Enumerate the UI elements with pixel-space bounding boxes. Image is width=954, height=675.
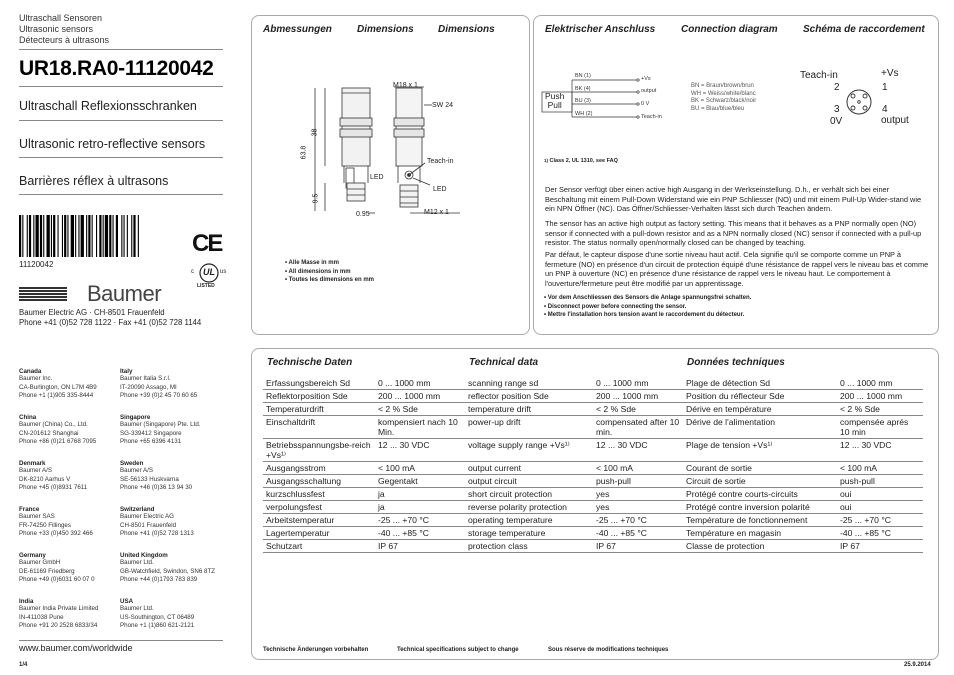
description-fr: Par défaut, le capteur dispose d'une sortie niveau haut actif. Cela signifie qu'il se comporte comme un PNP à fermeture (NO) en présence d'un circuit de protection équipé d'une résistance de rappel vers le niveau bas et comme un PNP à ouverture (NC) en présence d'une résistance de rappel vers le niveau haut. Le comportement à l'ouverture/fermeture peut être modifié par un apprentissage. (545, 250, 929, 288)
logo-text: Baumer (87, 281, 162, 306)
tech-title-de: Technische Daten (267, 357, 353, 368)
table-cell: IP 67 (375, 540, 465, 553)
office-entry (120, 414, 200, 447)
legend-bu: BU = Blau/blue/bleu (691, 105, 745, 112)
pin-0v: 0V (830, 116, 843, 127)
office-line: Baumer India Private Limited (19, 605, 99, 612)
table-cell: Lagertemperatur (263, 527, 375, 540)
company-line-1: Baumer Electric AG · CH-8501 Frauenfeld (19, 308, 165, 317)
table-cell: oui (837, 488, 923, 501)
office-entry (120, 506, 194, 539)
tech-footer-fr: Sous réserve de modifications techniques (548, 647, 669, 653)
table-cell: yes (593, 501, 683, 514)
table-cell: Reflektorposition Sde (263, 390, 375, 403)
table-cell: < 2 % Sde (593, 403, 683, 416)
dimensions-title-de: Abmessungen (263, 24, 332, 35)
dim-note-de: • Alle Masse in mm (285, 260, 339, 266)
table-row (263, 488, 923, 501)
office-entry (19, 598, 98, 631)
pin-output: output (881, 115, 909, 126)
ul-c: c (191, 269, 194, 275)
office-country: USA (120, 598, 134, 605)
office-line: Phone +46 (0)36 13 94 30 (120, 484, 193, 491)
table-cell: 12 ... 30 VDC (837, 439, 923, 462)
office-line: Baumer (Singapore) Pte. Ltd. (120, 421, 201, 428)
table-cell: reflector position Sde (465, 390, 593, 403)
barcode-bar (99, 215, 101, 257)
tech-title-en: Technical data (469, 357, 539, 368)
table-cell: verpolungsfest (263, 501, 375, 514)
barcode-bar (81, 215, 84, 257)
table-row (263, 527, 923, 540)
table-cell: < 100 mA (837, 462, 923, 475)
dimensions-title-fr: Dimensions (438, 24, 495, 35)
table-row (263, 514, 923, 527)
table-cell: scanning range sd (465, 377, 593, 390)
pin-4: 4 (882, 104, 888, 115)
table-cell: 0 ... 1000 mm (375, 377, 465, 390)
office-country: Denmark (19, 460, 46, 467)
ul-listed: LISTED (197, 283, 215, 289)
article-number: 11120042 (19, 260, 54, 269)
office-line: Phone +91 20 2528 6833/34 (19, 622, 98, 629)
out-teach: Teach-in (641, 114, 662, 120)
office-country: Canada (19, 368, 42, 375)
warning-fr: • Mettre l'installation hors tension avant le raccordement du détecteur. (544, 312, 745, 318)
barcode-bar (105, 215, 108, 257)
type-line-fr: Détecteurs à ultrasons (19, 35, 110, 45)
table-row (263, 462, 923, 475)
office-line: Baumer GmbH (19, 559, 61, 566)
dim-9-5: 9.5 (312, 193, 320, 204)
office-country: Italy (120, 368, 133, 375)
table-cell: power-up drift (465, 416, 593, 439)
dim-m18: M18 x 1 (393, 82, 418, 89)
office-entry (19, 506, 93, 539)
office-line: Phone +86 (0)21 6768 7095 (19, 438, 97, 445)
office-country: India (19, 598, 34, 605)
table-cell: -25 ... +70 °C (375, 514, 465, 527)
barcode-bar (19, 215, 21, 257)
table-cell: Courant de sortie (683, 462, 837, 475)
tech-data-table (263, 377, 923, 553)
barcode-bar (43, 215, 44, 257)
table-cell: Protégé contre inversion polarité (683, 501, 837, 514)
office-country: Sweden (120, 460, 144, 467)
office-line: Baumer (China) Co., Ltd. (19, 421, 88, 428)
dim-note-fr: • Toutes les dimensions en mm (285, 277, 375, 283)
safety-warnings (544, 294, 751, 320)
table-cell: ja (375, 488, 465, 501)
wire-bk: BK (4) (575, 86, 591, 92)
barcode-bar (29, 215, 31, 257)
label-led-1: LED (370, 174, 384, 181)
dim-38: 38 (311, 128, 319, 137)
table-cell: yes (593, 488, 683, 501)
table-cell: 12 ... 30 VDC (593, 439, 683, 462)
out-0v: 0 V (641, 101, 650, 107)
barcode-bar (127, 215, 128, 257)
office-line: IN-411038 Pune (19, 613, 64, 621)
office-line: Baumer Ltd. (120, 605, 154, 612)
office-line: Phone +33 (0)450 392 466 (19, 530, 93, 537)
legend-bk: BK = Schwarz/black/noir (691, 98, 757, 104)
page-number: 1/4 (19, 662, 28, 668)
table-row (263, 390, 923, 403)
ul-us: us (220, 269, 227, 275)
office-line: Baumer Italia S.r.l. (120, 375, 171, 382)
office-line: GB-Watchfield, Swindon, SN6 8TZ (120, 567, 216, 575)
table-cell: protection class (465, 540, 593, 553)
document-date: 25.9.2014 (904, 662, 931, 668)
legend-bn: BN = Braun/brown/brun (691, 83, 754, 89)
table-cell: output current (465, 462, 593, 475)
tech-footer-de: Technische Änderungen vorbehalten (263, 647, 369, 653)
office-country: Singapore (120, 414, 151, 421)
table-cell: 0 ... 1000 mm (593, 377, 683, 390)
barcode-bar (58, 215, 59, 257)
table-cell: Position du réflecteur Sde (683, 390, 837, 403)
pin-3: 3 (834, 104, 840, 115)
table-cell: IP 67 (837, 540, 923, 553)
office-entry (19, 552, 95, 585)
office-line: Baumer Ltd. (120, 559, 154, 566)
connection-title-en: Connection diagram (681, 24, 778, 35)
barcode-bar (116, 215, 118, 257)
barcode-bar (86, 215, 87, 257)
table-cell: ja (375, 501, 465, 514)
office-line: Baumer Electric AG (120, 513, 174, 520)
office-country: United Kingdom (120, 552, 168, 559)
table-row (263, 416, 923, 439)
table-cell: < 100 mA (593, 462, 683, 475)
barcode-bar (109, 215, 111, 257)
table-cell: push-pull (837, 475, 923, 488)
pull-label: Pull (547, 100, 562, 110)
table-cell: -40 ... +85 °C (593, 527, 683, 540)
barcode-bar (78, 215, 79, 257)
table-cell: output circuit (465, 475, 593, 488)
label-led-2: LED (433, 186, 447, 193)
barcode-bar (75, 215, 76, 257)
table-cell: Erfassungsbereich Sd (263, 377, 375, 390)
barcode-bar (138, 215, 139, 257)
office-line: SE-56133 Huskvarna (120, 475, 179, 483)
legend-wh: WH = Weiss/white/blanc (691, 90, 756, 97)
dim-0-95: 0.95 (356, 211, 370, 218)
barcode-bar (88, 215, 90, 257)
office-line: DE-61169 Friedberg (19, 567, 75, 575)
dim-m12: M12 x 1 (424, 209, 449, 216)
subtitle-fr: Barrières réflex à ultrasons (19, 174, 169, 188)
table-cell: Ausgangsstrom (263, 462, 375, 475)
connection-title-de: Elektrischer Anschluss (545, 24, 656, 35)
office-country: France (19, 506, 40, 513)
barcode-bar (36, 215, 39, 257)
table-row (263, 475, 923, 488)
barcode-bar (71, 215, 74, 257)
table-cell: Température de fonctionnement (683, 514, 837, 527)
company-address (19, 308, 201, 328)
table-cell: Plage de tension +Vs¹⁾ (683, 439, 837, 462)
office-line: Phone +1 (1)905 335-8444 (19, 392, 94, 399)
pin-2: 2 (834, 82, 840, 93)
table-cell: Température en magasin (683, 527, 837, 540)
barcode-image (19, 215, 177, 257)
office-line: Baumer SAS (19, 513, 55, 520)
table-cell: 200 ... 1000 mm (375, 390, 465, 403)
table-cell: IP 67 (593, 540, 683, 553)
table-cell: Plage de détection Sd (683, 377, 837, 390)
model-number: UR18.RA0-11120042 (19, 57, 214, 80)
table-cell: 12 ... 30 VDC (375, 439, 465, 462)
barcode-bar (103, 215, 104, 257)
ce-mark-icon: CE (192, 230, 222, 257)
office-line: IT-20090 Assago, MI (120, 383, 177, 391)
office-line: Baumer A/S (120, 467, 154, 474)
table-cell: short circuit protection (465, 488, 593, 501)
table-cell: voltage supply range +Vs¹⁾ (465, 439, 593, 462)
office-country: Germany (19, 552, 46, 559)
barcode-bar (40, 215, 42, 257)
out-vs: +Vs (641, 76, 651, 82)
dim-note-en: • All dimensions in mm (285, 268, 351, 275)
table-cell: Einschaltdrift (263, 416, 375, 439)
table-cell: reverse polarity protection (465, 501, 593, 514)
table-row (263, 540, 923, 553)
barcode-bar (113, 215, 114, 257)
type-line-en: Ultrasonic sensors (19, 24, 94, 34)
barcode-bar (27, 215, 28, 257)
pin-vs: +Vs (881, 68, 899, 79)
table-cell: < 2 % Sde (837, 403, 923, 416)
table-cell: -40 ... +85 °C (375, 527, 465, 540)
tech-title-fr: Données techniques (687, 357, 785, 368)
office-line: Baumer Inc. (19, 375, 53, 382)
warning-en: • Disconnect power before connecting the sensor. (544, 303, 687, 310)
office-entry (120, 460, 192, 493)
table-cell: oui (837, 501, 923, 514)
office-line: Phone +65 6396 4131 (120, 438, 182, 445)
ul-text: UL (203, 267, 215, 277)
office-line: FR-74250 Fillinges (19, 521, 71, 529)
table-cell: -40 ... +85 °C (837, 527, 923, 540)
office-line: Baumer A/S (19, 467, 53, 474)
type-line-de: Ultraschall Sensoren (19, 13, 103, 23)
table-cell: storage temperature (465, 527, 593, 540)
office-line: Phone +49 (0)6031 60 07 0 (19, 576, 95, 583)
subtitle-de: Ultraschall Reflexionsschranken (19, 99, 197, 113)
footnote (544, 158, 618, 164)
wire-bn: BN (1) (575, 73, 591, 79)
table-cell: operating temperature (465, 514, 593, 527)
table-row (263, 501, 923, 514)
dim-sw24: SW 24 (432, 102, 454, 109)
table-cell: Arbeitstemperatur (263, 514, 375, 527)
office-entry (19, 460, 87, 493)
barcode-bar (67, 215, 68, 257)
table-cell: Circuit de sortie (683, 475, 837, 488)
out-output: output (641, 88, 657, 94)
office-line: CH-8501 Frauenfeld (120, 521, 177, 529)
wire-wh: WH (2) (575, 111, 593, 117)
baumer-logo (19, 281, 219, 306)
description-en: The sensor has an active high output as factory setting. This means that it behaves as a PNP normally open (NO) sensor if connected with a pull-down resistor and as a NPN normally closed (NC) sensor if connected with a pull-up resistor. The status normally open/normally closed can be changed by teaching. (545, 219, 922, 248)
table-cell: -25 ... +70 °C (593, 514, 683, 527)
barcode-bar (62, 215, 63, 257)
office-line: Phone +45 (0)8931 7611 (19, 484, 88, 491)
table-cell: push-pull (593, 475, 683, 488)
footnote-text: Class 2, UL 1310, see FAQ (549, 158, 618, 164)
wire-bu: BU (3) (575, 98, 591, 104)
warning-de: • Vor dem Anschliessen des Sensors die Anlage spannungsfrei schalten. (544, 295, 752, 301)
pin-teach-in: Teach-in (800, 70, 838, 81)
barcode-bar (124, 215, 125, 257)
subtitle-en: Ultrasonic retro-reflective sensors (19, 137, 206, 151)
barcode-bar (33, 215, 34, 257)
office-entry (19, 414, 96, 447)
office-line: Phone +39 (0)2 45 70 60 65 (120, 392, 198, 399)
office-entry (120, 552, 215, 585)
table-cell: kurzschlussfest (263, 488, 375, 501)
table-row (263, 403, 923, 416)
table-cell: Betriebsspannungsbe-reich +Vs¹⁾ (263, 439, 375, 462)
table-cell: < 2 % Sde (375, 403, 465, 416)
table-cell: 200 ... 1000 mm (593, 390, 683, 403)
barcode-bar (121, 215, 122, 257)
office-entry (120, 368, 197, 401)
office-line: DK-8210 Aarhus V (19, 475, 71, 483)
table-cell: Temperaturdrift (263, 403, 375, 416)
wire-color-legend (691, 83, 756, 113)
connection-title-fr: Schéma de raccordement (803, 24, 925, 35)
table-cell: Schutzart (263, 540, 375, 553)
dimension-notes (285, 259, 374, 285)
office-country: Switzerland (120, 506, 155, 513)
office-line: Phone +1 (1)860 621-2121 (120, 622, 195, 629)
table-cell: < 100 mA (375, 462, 465, 475)
push-pull-label (545, 92, 564, 110)
barcode-bar (131, 215, 132, 257)
barcode-bar (96, 215, 97, 257)
office-line: CA-Burlington, ON L7M 4B9 (19, 383, 97, 391)
description-de: Der Sensor verfügt über einen active high Ausgang in der Werkseinstellung. D.h., er verhält sich bei einer Beschaltung mit einem Pull-Down Widerstand wie ein PNP Schliesser (NO) und mit einem Pull-Up Wider-stand wie ein NPN Öffner (NC). Das Öffner/Schliesser-Verhalten lässt sich durch Teachen ändern. (545, 185, 922, 214)
company-line-2: Phone +41 (0)52 728 1122 · Fax +41 (0)52 728 1144 (19, 318, 202, 327)
table-cell: Ausgangsschaltung (263, 475, 375, 488)
table-cell: Dérive en température (683, 403, 837, 416)
office-line: US-Southington, CT 06489 (120, 613, 195, 621)
office-line: Phone +41 (0)52 728 1313 (120, 530, 194, 537)
table-cell: Protégé contre courts-circuits (683, 488, 837, 501)
barcode-bar (64, 215, 66, 257)
barcode-bar (47, 215, 50, 257)
barcode-bar (133, 215, 135, 257)
table-cell: compensated after 10 min. (593, 416, 683, 439)
office-entry (120, 598, 194, 631)
table-cell: 200 ... 1000 mm (837, 390, 923, 403)
office-entry (19, 368, 97, 401)
barcode-bar (51, 215, 52, 257)
table-cell: kompensiert nach 10 Min. (375, 416, 465, 439)
table-cell: -25 ... +70 °C (837, 514, 923, 527)
table-cell: Gegentakt (375, 475, 465, 488)
pin-1: 1 (882, 82, 888, 93)
table-cell: Classe de protection (683, 540, 837, 553)
label-teach-in: Teach-in (427, 158, 454, 165)
office-line: Phone +44 (0)1793 783 839 (120, 576, 198, 583)
footnote-mark: 1) (544, 158, 549, 163)
dim-63-8: 63.8 (300, 145, 308, 160)
table-cell: compensée aprés 10 min (837, 416, 923, 439)
table-cell: Dérive de l'alimentation (683, 416, 837, 439)
office-country: China (19, 414, 37, 421)
barcode-bar (53, 215, 55, 257)
worldwide-link[interactable]: www.baumer.com/worldwide (19, 643, 133, 653)
table-cell: 0 ... 1000 mm (837, 377, 923, 390)
table-row (263, 377, 923, 390)
office-line: CN-201612 Shanghai (19, 429, 79, 437)
barcode-bar (92, 215, 93, 257)
m12-connector-icon (844, 87, 874, 117)
office-line: SG-339412 Singapore (120, 429, 182, 437)
table-cell: temperature drift (465, 403, 593, 416)
barcode-bar (22, 215, 23, 257)
tech-footer-en: Technical specifications subject to change (397, 647, 519, 653)
push-label: Push (545, 91, 565, 101)
table-row (263, 439, 923, 462)
dimensions-title-en: Dimensions (357, 24, 414, 35)
product-type (19, 13, 109, 46)
